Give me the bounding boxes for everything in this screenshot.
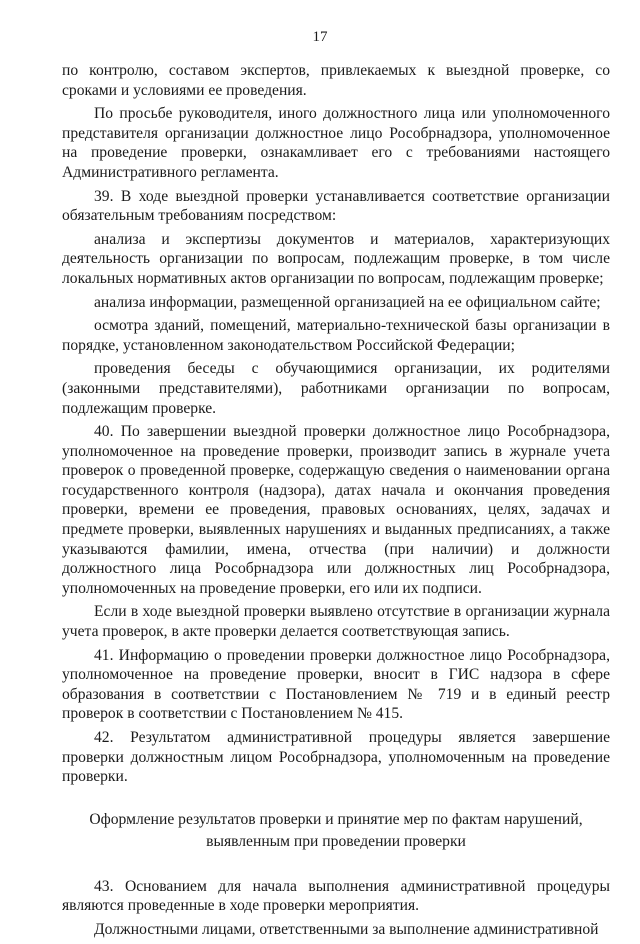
paragraph-continuation: по контролю, составом экспертов, привлекаемых к выездной проверке, со сроками и условиями ее проведения.	[62, 62, 610, 99]
section-heading-line1: Оформление результатов проверки и принятие мер по фактам нарушений,	[89, 810, 583, 828]
section-heading	[62, 809, 610, 853]
paragraph-head-request: По просьбе руководителя, иного должностного лица или уполномоченного представителя организации должностное лицо Рособрнадзора, уполномоченное на проведение проверки, ознакамливает его с требованиями настоящего Административного регламента.	[62, 105, 610, 181]
page-number: 17	[312, 29, 328, 45]
list-item-interview: проведения беседы с обучающимися организации, их родителями (законными представителями), работниками организации по вопросам, подлежащим проверке.	[62, 360, 610, 417]
paragraph-41: 41. Информацию о проведении проверки должностное лицо Рособрнадзора, уполномоченное на проведение проверки, вносит в ГИС надзора в сфере образования в соответствии с Постановлением № 719 и в единый реестр проверок в соответствии с Постановлением № 415.	[62, 646, 610, 723]
section-heading-line2: выявленным при проведении проверки	[206, 832, 466, 850]
paragraph-journal-absent: Если в ходе выездной проверки выявлено отсутствие в организации журнала учета проверок, в акте проверки делается соответствующая запись.	[62, 603, 610, 641]
list-item-document-analysis: анализа и экспертизы документов и материалов, характеризующих деятельность организации по вопросам, подлежащим проверке, в том числе локальных нормативных актов организации по вопросам, подлежащим проверке;	[62, 230, 610, 287]
paragraph-43: 43. Основанием для начала выполнения административной процедуры являются проведенные в ходе проверки мероприятия.	[62, 877, 610, 915]
paragraph-42: 42. Результатом административной процедуры является завершение проверки должностным лицом Рособрнадзора, уполномоченным на проведение проверки.	[62, 729, 610, 786]
list-item-website-analysis: анализа информации, размещенной организацией на ее официальном сайте;	[94, 293, 601, 311]
paragraph-40: 40. По завершении выездной проверки должностное лицо Рособрнадзора, уполномоченное на проведение проверки, производит запись в журнале учета проверок о проведенной проверке, содержащую сведения о наименовании органа государственного контроля (надзора), датах начала и окончания проведения проверки, времени ее проведения, правовых основаниях, целях, задачах и предмете проверки, выявленных нарушениях и выданных предписаниях, а также указываются фамилии, имена, отчества (при наличии) и должности должностного лица Рособрнадзора или должностных лиц Рособрнадзора, уполномоченных на проведение проверки, его или их подписи.	[62, 423, 610, 597]
list-item-inspection: осмотра зданий, помещений, материально-технической базы организации в порядке, установленном законодательством Российской Федерации;	[62, 317, 610, 354]
paragraph-responsible-officials: Должностными лицами, ответственными за выполнение административной	[94, 920, 599, 938]
document-body	[62, 61, 610, 944]
paragraph-39: 39. В ходе выездной проверки устанавливается соответствие организации обязательным требованиям посредством:	[62, 187, 610, 225]
